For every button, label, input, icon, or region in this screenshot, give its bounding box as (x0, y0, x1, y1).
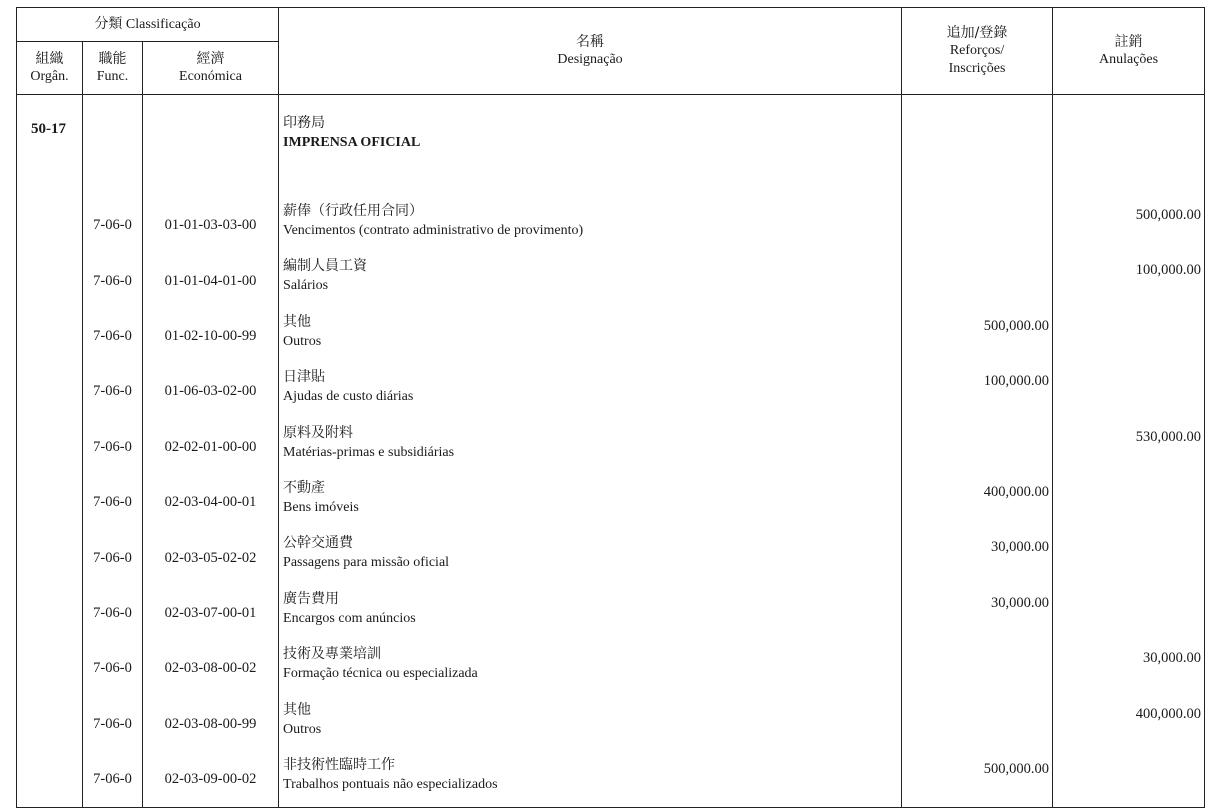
org-cell (17, 309, 83, 364)
additions-amount: 500,000.00 (902, 752, 1053, 808)
additions-amount: 400,000.00 (902, 475, 1053, 530)
econ-code: 02-03-07-00-01 (143, 586, 279, 641)
annulments-header-zh: 註銷 (1114, 34, 1143, 50)
designation-pt: Trabalhos pontuais não especializados (283, 776, 498, 792)
econ-code: 01-02-10-00-99 (143, 309, 279, 364)
designation-pt: Outros (283, 333, 322, 349)
table-row (17, 530, 1205, 585)
additions-amount (902, 641, 1053, 696)
econ-code: 02-03-08-00-02 (143, 641, 279, 696)
entity-add-cell (902, 95, 1053, 199)
table-row (17, 309, 1205, 364)
designation-pt: Ajudas de custo diárias (283, 389, 414, 405)
annulments-amount: 400,000.00 (1053, 697, 1205, 752)
organic-header (17, 42, 83, 95)
annulments-header-pt: Anulações (1098, 52, 1159, 67)
entity-func-cell (83, 95, 143, 199)
econ-code: 02-03-09-00-02 (143, 752, 279, 808)
econ-code: 02-03-04-00-01 (143, 475, 279, 530)
designation-zh: 廣告費用 (283, 590, 340, 607)
org-cell (17, 253, 83, 308)
designation-zh: 編制人員工資 (283, 258, 368, 275)
organic-header-zh: 組織 (35, 51, 64, 67)
entity-name (279, 95, 902, 199)
annulments-amount (1053, 586, 1205, 641)
additions-header-pt2: Inscrições (948, 61, 1006, 76)
func-code: 7-06-0 (83, 364, 143, 419)
additions-amount: 500,000.00 (902, 309, 1053, 364)
additions-amount (902, 697, 1053, 752)
annulments-amount: 530,000.00 (1053, 420, 1205, 475)
functional-header-zh: 職能 (98, 51, 127, 67)
designation-pt: Matérias-primas e subsidiárias (283, 444, 455, 460)
designation-zh: 原料及附料 (283, 424, 354, 441)
additions-amount (902, 253, 1053, 308)
func-code: 7-06-0 (83, 530, 143, 585)
designation (279, 420, 902, 475)
econ-code: 01-01-04-01-00 (143, 253, 279, 308)
designation (279, 752, 902, 808)
designation-zh: 日津貼 (283, 369, 326, 386)
annulments-amount (1053, 752, 1205, 808)
designation (279, 641, 902, 696)
designation-header-pt: Designação (557, 52, 623, 67)
additions-header-pt1: Reforços/ (949, 43, 1005, 58)
table-row (17, 198, 1205, 253)
additions-amount (902, 420, 1053, 475)
annulments-amount (1053, 309, 1205, 364)
annulments-amount (1053, 364, 1205, 419)
designation (279, 586, 902, 641)
table-row (17, 697, 1205, 752)
func-code: 7-06-0 (83, 198, 143, 253)
economic-header-zh: 經濟 (196, 51, 225, 67)
entity-econ-cell (143, 95, 279, 199)
org-cell (17, 697, 83, 752)
func-code: 7-06-0 (83, 697, 143, 752)
designation-pt: Bens imóveis (283, 499, 359, 515)
designation-pt: Salários (283, 278, 329, 294)
annulments-amount (1053, 530, 1205, 585)
annulments-amount: 500,000.00 (1053, 198, 1205, 253)
designation-header-zh: 名稱 (576, 34, 605, 50)
designation (279, 309, 902, 364)
econ-code: 02-03-05-02-02 (143, 530, 279, 585)
econ-code: 01-06-03-02-00 (143, 364, 279, 419)
designation-zh: 不動產 (283, 479, 326, 496)
annulments-amount (1053, 475, 1205, 530)
designation (279, 253, 902, 308)
additions-amount: 30,000.00 (902, 586, 1053, 641)
budget-table (16, 7, 1205, 808)
func-code: 7-06-0 (83, 475, 143, 530)
org-cell (17, 641, 83, 696)
designation (279, 475, 902, 530)
economic-header-pt: Económica (179, 69, 242, 84)
entity-name-pt: IMPRENSA OFICIAL (283, 135, 421, 150)
designation-pt: Formação técnica ou especializada (283, 666, 478, 682)
table-row (17, 475, 1205, 530)
table-row (17, 752, 1205, 808)
func-code: 7-06-0 (83, 420, 143, 475)
entity-name-zh: 印務局 (283, 115, 326, 131)
designation-zh: 公幹交通費 (283, 535, 354, 552)
additions-amount (902, 198, 1053, 253)
designation-pt: Encargos com anúncios (283, 610, 416, 626)
func-code: 7-06-0 (83, 309, 143, 364)
functional-header (83, 42, 143, 95)
table-row (17, 420, 1205, 475)
org-cell (17, 530, 83, 585)
additions-amount: 100,000.00 (902, 364, 1053, 419)
func-code: 7-06-0 (83, 752, 143, 808)
entity-row (17, 95, 1205, 199)
designation-zh: 其他 (283, 701, 312, 718)
entity-code: 50-17 (17, 95, 83, 199)
designation-zh: 其他 (283, 313, 312, 330)
org-cell (17, 752, 83, 808)
economic-header (143, 42, 279, 95)
econ-code: 01-01-03-03-00 (143, 198, 279, 253)
classification-header: 分類 Classificação (17, 8, 279, 42)
func-code: 7-06-0 (83, 253, 143, 308)
table-row (17, 253, 1205, 308)
designation (279, 697, 902, 752)
org-cell (17, 586, 83, 641)
org-cell (17, 420, 83, 475)
table-row (17, 364, 1205, 419)
annulments-header (1053, 8, 1205, 95)
annulments-amount: 100,000.00 (1053, 253, 1205, 308)
organic-header-pt: Orgân. (30, 69, 69, 84)
func-code: 7-06-0 (83, 586, 143, 641)
functional-header-pt: Func. (96, 69, 129, 84)
table-row (17, 641, 1205, 696)
econ-code: 02-03-08-00-99 (143, 697, 279, 752)
table-row (17, 586, 1205, 641)
designation-pt: Passagens para missão oficial (283, 555, 450, 571)
designation-zh: 非技術性臨時工作 (283, 756, 396, 773)
annulments-amount: 30,000.00 (1053, 641, 1205, 696)
designation (279, 198, 902, 253)
org-cell (17, 364, 83, 419)
additions-header-zh: 追加/登錄 (946, 25, 1008, 41)
econ-code: 02-02-01-00-00 (143, 420, 279, 475)
designation-header (279, 8, 902, 95)
designation-zh: 薪俸（行政任用合同） (283, 203, 424, 219)
additions-amount: 30,000.00 (902, 530, 1053, 585)
org-cell (17, 198, 83, 253)
entity-ann-cell (1053, 95, 1205, 199)
additions-header (902, 8, 1053, 95)
org-cell (17, 475, 83, 530)
func-code: 7-06-0 (83, 641, 143, 696)
designation-zh: 技術及專業培訓 (283, 646, 382, 663)
designation (279, 530, 902, 585)
designation (279, 364, 902, 419)
designation-pt: Outros (283, 721, 322, 737)
designation-pt: Vencimentos (contrato administrativo de provimento) (283, 223, 584, 238)
